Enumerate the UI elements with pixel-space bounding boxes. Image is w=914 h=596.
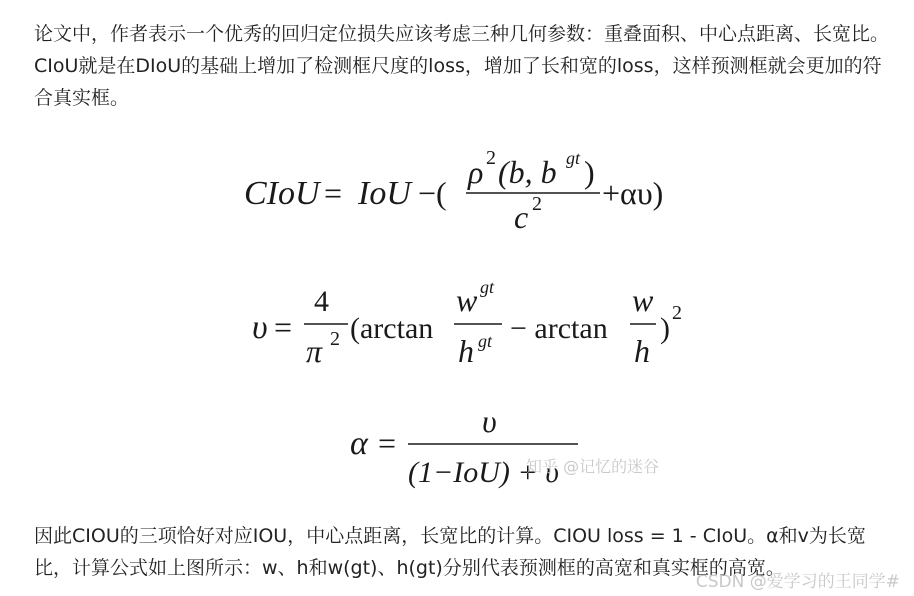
alpha-equals: = bbox=[378, 425, 397, 461]
ciou-equals: = bbox=[324, 175, 343, 211]
ciou-c: c bbox=[514, 199, 529, 235]
v-equals: = bbox=[274, 309, 293, 345]
ciou-formula bbox=[244, 147, 663, 235]
v-open-arctan: (arctan bbox=[350, 312, 434, 345]
intro-paragraph: 论文中，作者表示一个优秀的回归定位损失应该考虑三种几何参数：重叠面积、中心点距离、长宽比。CIoU就是在DIoU的基础上增加了检测框尺度的loss，增加了长和宽的loss，这样预测框就会更加的符合真实框。 bbox=[34, 23, 890, 109]
v-pi: π bbox=[306, 333, 323, 369]
ciou-rho-exponent: 2 bbox=[486, 147, 496, 169]
v-wgt: w bbox=[456, 282, 478, 318]
v-hgt: h bbox=[458, 333, 474, 369]
ciou-gt: gt bbox=[566, 148, 581, 168]
v-pi-exponent: 2 bbox=[330, 328, 340, 350]
csdn-watermark: CSDN @爱学习的王同学# bbox=[695, 572, 900, 592]
ciou-iou: IoU bbox=[358, 175, 411, 212]
v-minus-arctan: − arctan bbox=[510, 312, 608, 345]
ciou-minus-paren: −( bbox=[418, 175, 447, 211]
conclusion-paragraph: 因此CIOU的三项恰好对应IOU，中心点距离，长宽比的计算。CIOU loss = 1 - CIoU。α和v为长宽比，计算公式如上图所示：w、h和w(gt)、h(gt)分别代表预测框的高宽和真实框的高宽。 bbox=[34, 525, 866, 579]
ciou-c-exponent: 2 bbox=[532, 193, 542, 215]
v-formula bbox=[252, 277, 682, 369]
ciou-plus-alpha-v: +αυ) bbox=[602, 175, 664, 211]
ciou-close: ) bbox=[584, 154, 595, 190]
v-h: h bbox=[634, 333, 650, 369]
ciou-rho: ρ bbox=[468, 154, 484, 190]
alpha-formula bbox=[350, 403, 578, 489]
alpha-denominator: (1−IoU) + υ bbox=[408, 456, 559, 489]
v-square: 2 bbox=[672, 302, 682, 324]
zhihu-watermark: 知乎 @记忆的迷谷 bbox=[526, 457, 660, 476]
v-four: 4 bbox=[314, 285, 329, 318]
v-hgt-sup: gt bbox=[478, 331, 493, 351]
v-close: ) bbox=[660, 312, 670, 345]
v-w: w bbox=[632, 282, 654, 318]
alpha-numerator: υ bbox=[482, 403, 497, 439]
v-wgt-sup: gt bbox=[480, 277, 495, 297]
alpha-lhs: α bbox=[350, 425, 368, 462]
ciou-args: (b, b bbox=[498, 154, 557, 190]
v-lhs: υ bbox=[252, 309, 268, 346]
ciou-lhs: CIoU bbox=[244, 175, 320, 212]
